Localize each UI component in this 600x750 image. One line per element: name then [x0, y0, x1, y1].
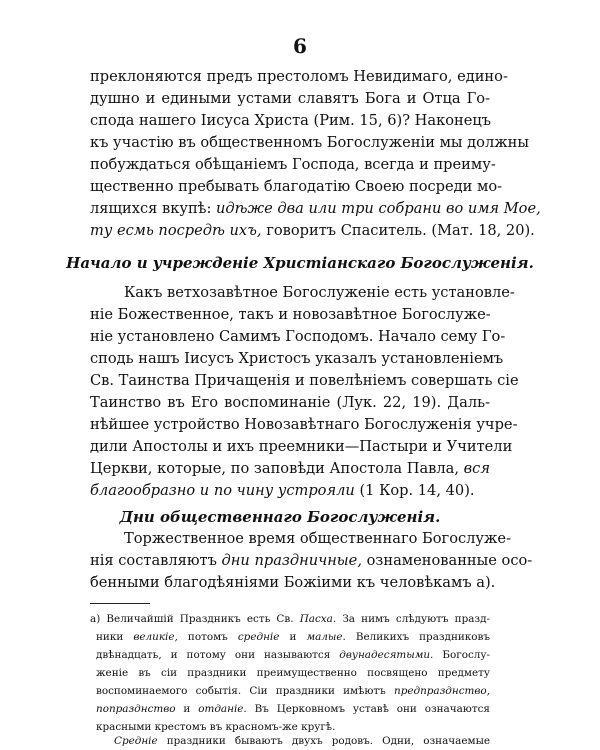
text-line: [90, 220, 535, 242]
text-line: бенными благодѣяніями Божіими къ человѣкамъ а).: [90, 574, 496, 591]
emphasis-italic: отданіе.: [198, 703, 247, 715]
text-line: Торжественное время общественнаго Богослуже-: [124, 530, 511, 547]
text-line: Таинство въ Его воспоминаніе (Лук. 22, 19). Даль-: [90, 394, 490, 411]
text-line: Какъ ветхозавѣтное Богослуженіе есть установле-: [124, 284, 515, 301]
text-run: потомъ: [187, 631, 228, 643]
emphasis-italic: двунадесятыми.: [339, 649, 434, 661]
footnote-line: [96, 682, 490, 700]
quote-italic: благообразно и по чину устрояли: [90, 482, 355, 499]
text-line: [90, 198, 541, 220]
text-line: нѣйшее устройство Новозавѣтнаго Богослуженія учре-: [90, 416, 518, 433]
text-run: Церкви, которые, по заповѣди Апостола Павла,: [90, 460, 459, 477]
text-run: (1 Кор. 14, 40).: [359, 482, 475, 499]
emphasis-italic: Пасха.: [299, 613, 337, 625]
emphasis-italic: великіе,: [133, 631, 178, 643]
text-run: ознаменованные осо-: [366, 552, 533, 569]
text-line: [90, 550, 533, 572]
text-run: говоритъ Спаситель. (Мат. 18, 20).: [266, 222, 535, 239]
text-line: побуждаться обѣщаніемъ Господа, всегда и преиму-: [90, 156, 496, 173]
quote-italic: вся: [463, 460, 491, 477]
text-line: душно и едиными устами славятъ Бога и Отца Го-: [90, 90, 490, 107]
emphasis-italic: малые.: [306, 631, 346, 643]
text-run: Великихъ праздниковъ: [355, 631, 491, 643]
emphasis-italic: Средніе: [114, 736, 158, 747]
text-line: сподь нашъ Іисусъ Христосъ указалъ установленіемъ: [90, 350, 504, 367]
footnote-line: женіе въ сіи праздники преимущественно посвящено предмету: [96, 667, 490, 679]
text-run: и: [289, 631, 297, 643]
emphasis-italic: предпразднство,: [394, 685, 490, 697]
footnote-line: красными крестомъ въ красномъ-же кругѣ.: [96, 721, 336, 733]
text-line: [90, 480, 490, 502]
text-run: а) Величайшій Праздникъ есть Св.: [90, 613, 294, 625]
text-run: воспоминаемого событія. Сіи праздники имѣютъ: [96, 685, 386, 697]
text-line: преклоняются предъ престоломъ Невидимаго, едино-: [90, 68, 508, 85]
footnote-line: [96, 646, 490, 664]
quote-italic: идѣже два или три собрани во имя Мое,: [216, 200, 541, 217]
text-line: спода нашего Іисуса Христа (Рим. 15, 6)? Наконецъ: [90, 112, 492, 129]
text-line: ніе Божественное, такъ и новозавѣтное Богослуже-: [90, 306, 491, 323]
text-run: праздники бываютъ двухъ родовъ. Одни, означаемые: [166, 736, 490, 747]
quote-italic: ту есмь посредѣ ихъ,: [90, 222, 262, 239]
footnote-line: [90, 610, 490, 628]
text-line: къ участію въ общественномъ Богослуженіи мы должны: [90, 134, 529, 151]
text-run: двѣнадцать, и потому они называются: [96, 649, 331, 661]
emphasis-italic: дни праздничные,: [221, 552, 362, 569]
text-run: За нимъ слѣдуютъ празд-: [342, 613, 490, 625]
text-line: ніе установлено Самимъ Господомъ. Начало сему Го-: [90, 328, 506, 345]
emphasis-italic: попразднство: [96, 703, 176, 715]
text-run: лящихся вкупѣ:: [90, 200, 212, 217]
footnote-line: [96, 700, 490, 718]
text-run: Богослу-: [442, 649, 490, 661]
page-number: 6: [293, 34, 307, 58]
section-heading: Начало и учрежденіе Христіанскаго Богослуженія.: [66, 254, 534, 272]
text-line: [90, 458, 490, 480]
text-line: щественно пребывать благодатію Своею посреди мо-: [90, 178, 503, 195]
text-line: дили Апостолы и ихъ преемники—Пастыри и Учители: [90, 438, 513, 455]
text-run: ники: [96, 631, 124, 643]
section-heading: Дни общественнаго Богослуженія.: [119, 508, 441, 526]
footnote-line: [96, 628, 490, 646]
footnote-line: [114, 736, 490, 748]
text-run: нія составляютъ: [90, 552, 217, 569]
emphasis-italic: средніе: [237, 631, 280, 643]
footnote-continuation: [90, 736, 490, 750]
text-run: Въ Церковномъ уставѣ они означаются: [254, 703, 490, 715]
text-line: Св. Таинства Причащенія и повелѣніемъ совершать сіе: [90, 372, 519, 389]
text-run: и: [183, 703, 191, 715]
footnote-divider: [90, 603, 150, 604]
